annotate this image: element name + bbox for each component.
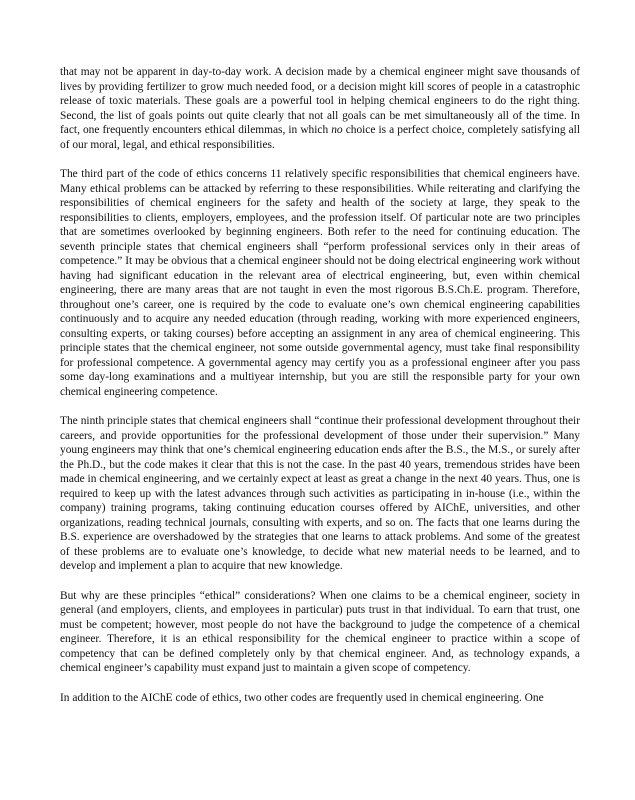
paragraph-5 [60,691,580,706]
paragraph-1 [60,65,580,152]
paragraph-3 [60,414,580,574]
text-run: choice is a perfect choice, completely satisfying all of our moral, legal, and ethical responsibilities. [60,124,580,151]
text-run: that may not be apparent in day-to-day work. A decision made by a chemical engineer might save thousands of lives by providing fertilizer to grow much needed food, or a decision might kill scores of people in a catastrophic release of toxic materials. These goals are a powerful tool in helping chemical engineers to do the right thing. Second, the list of goals points out quite clearly that not all goals can be met simultaneously all of the time. In fact, one frequently encounters ethical dilemmas, in which [60,66,580,136]
text-run: The third part of the code of ethics concerns 11 relatively specific responsibilities that chemical engineers have. Many ethical problems can be attacked by referring to these responsibilities. While reiterating and clarifying the responsibilities of chemical engineers for the safety and health of the society at large, they speak to the responsibilities to clients, employers, employees, and the profession itself. Of particular note are two principles that are sometimes overlooked by beginning engineers. Both refer to the need for continuing education. The seventh principle states that chemical engineers shall “perform professional services only in their areas of competence.” It may be obvious that a chemical engineer should not be doing electrical engineering work without having had significant education in the relevant area of electrical engineering, but, even within chemical engineering, there are many areas that are not taught in even the most rigorous B.S.Ch.E. program. Therefore, throughout one’s career, one is required by the code to evaluate one’s own chemical engineering capabilities continuously and to acquire any needed education (through reading, working with more experienced engineers, consulting experts, or taking courses) before accepting an assignment in any area of chemical engineering. This principle states that the chemical engineer, not some outside governmental agency, must take final responsibility for professional competence. A governmental agency may certify you as a professional engineer after you pass some day-long examinations and a multiyear internship, but you are still the responsible party for your own chemical engineering competence. [60,168,580,398]
text-run: In addition to the AIChE code of ethics, two other codes are frequently used in chemical engineering. One [60,691,544,704]
text-run: The ninth principle states that chemical engineers shall “continue their professional development throughout their careers, and provide opportunities for the professional development of those under their supervision.” Many young engineers may think that one’s chemical engineering education ends after the B.S., the M.S., or surely after the Ph.D., but the code makes it clear that this is not the case. In the past 40 years, tremendous strides have been made in chemical engineering, and we certainly expect at least as great a change in the next 40 years. Thus, one is required to keep up with the latest advances through such activities as participating in in-house (i.e., within the company) training programs, taking continuing education courses offered by AIChE, universities, and other organizations, reading technical journals, consulting with experts, and so on. The facts that one learns during the B.S. experience are overshadowed by the strategies that one learns to attack problems. And some of the greatest of these problems are to evaluate one’s knowledge, to decide what new material needs to be learned, and to develop and implement a plan to acquire that new knowledge. [60,415,580,572]
text-run: But why are these principles “ethical” considerations? When one claims to be a chemical engineer, society in general (and employers, clients, and employees in particular) puts trust in that individual. To earn that trust, one must be competent; however, most people do not have the background to judge the competence of a chemical engineer. Therefore, it is an ethical responsibility for the chemical engineer to practice within a scope of competency that can be defined completely only by that chemical engineer. And, as technology expands, a chemical engineer’s capability must expand just to maintain a given scope of competency. [60,589,580,674]
paragraph-2 [60,167,580,399]
paragraph-4 [60,589,580,676]
emphasis-text: no [331,124,343,136]
document-page [60,65,580,705]
